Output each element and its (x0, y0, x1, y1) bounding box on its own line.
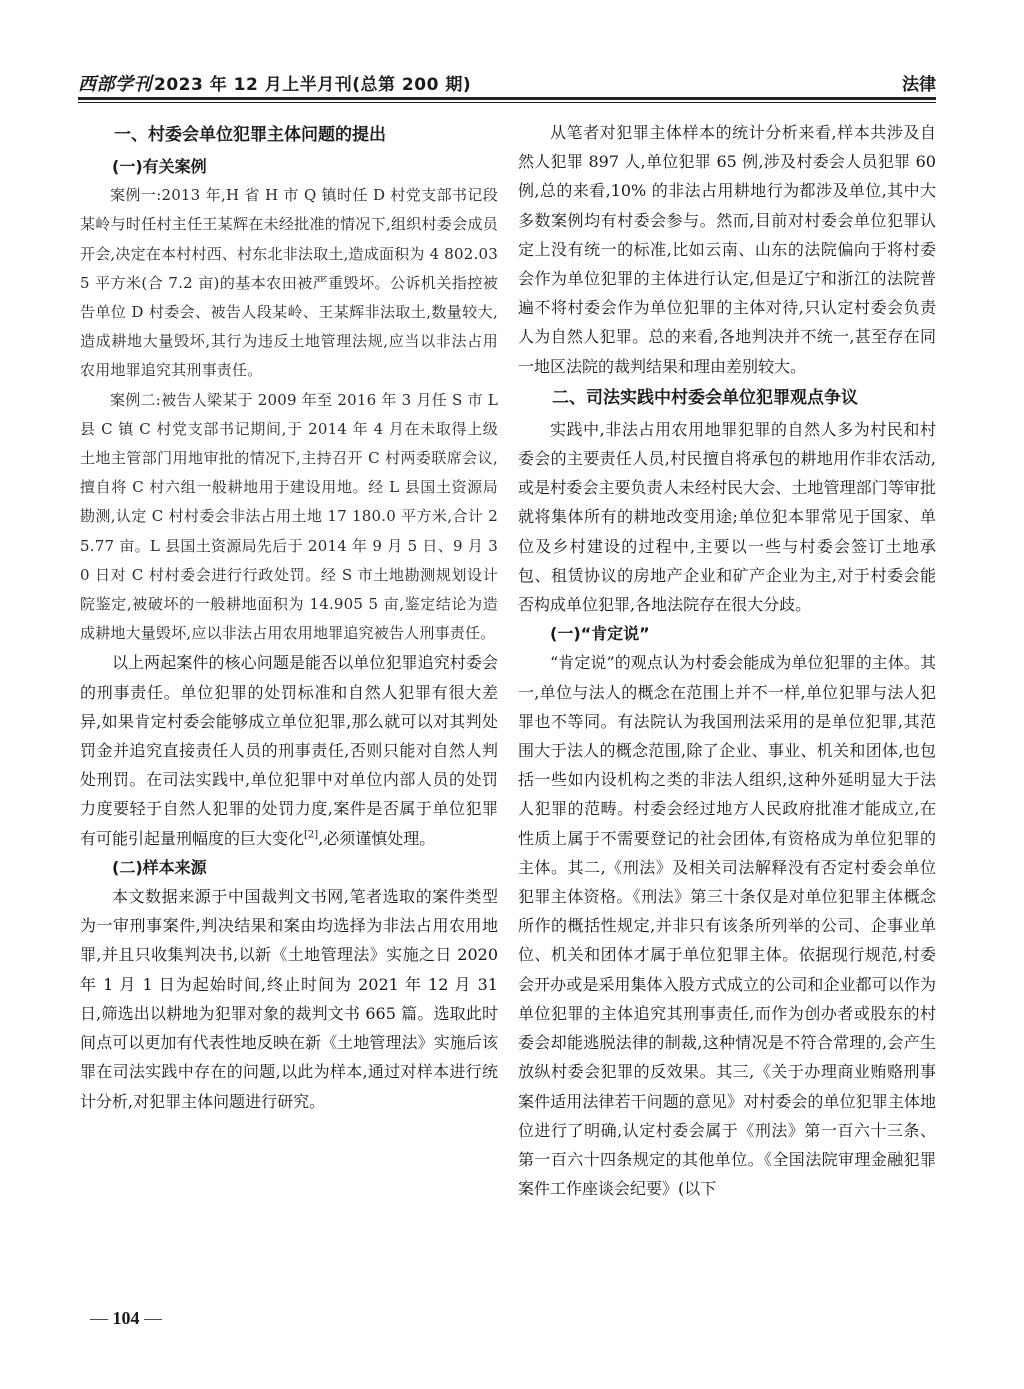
paragraph-practice: 实践中,非法占用农用地罪犯罪的自然人多为村民和村委会的主要责任人员,村民擅自将承包的耕地用作非农活动,或是村委会主要负责人未经村民大会、土地管理部门等审批就将集体所有的耕地改变用途;单位犯本罪常见于国家、单位及乡村建设的过程中,主要以一些与村委会签订土地承包、租赁协议的房地产企业和矿产企业为主,对于村委会能否构成单位犯罪,各地法院存在很大分歧。 (518, 419, 936, 615)
case-two: 案例二:被告人梁某于 2009 年至 2016 年 3 月任 S 市 L 县 C 镇 C 村党支部书记期间,于 2014 年 4 月在未取得上级土地主管部门用地审批的情况下,主持召开 C 村两委联席会议,擅自将 C 村六组一般耕地用于建设用地。经 L 县国土资源局勘测,认定 C 村村委会非法占用土地 17 180.0 平方米,合计 25.77 亩。L 县国土资源局先后于 2014 年 9 月 5 日、9 月 30 日对 C 村村委会进行行政处罚。经 S 市土地勘测规划设计院鉴定,被破坏的一般耕地面积为 14.905 5 亩,鉴定结论为造成耕地大量毁坏,应以非法占用农用地罪追究被告人刑事责任。 (80, 390, 498, 643)
page-number: 104 (112, 1308, 140, 1328)
page-footer (90, 1308, 162, 1329)
header-rule-thick (78, 97, 936, 100)
paragraph-statistics: 从笔者对犯罪主体样本的统计分析来看,样本共涉及自然人犯罪 897 人,单位犯罪 65 例,涉及村委会人员犯罪 60 例,总的来看,10% 的非法占用耕地行为都涉及单位,其中大多数案例均有村委会参与。然而,目前对村委会单位犯罪认定上没有统一的标准,比如云南、山东的法院偏向于将村委会作为单位犯罪的主体进行认定,但是辽宁和浙江的法院普遍不将村委会作为单位犯罪的主体对待,只认定村委会负责人为自然人犯罪。总的来看,各地判决并不统一,甚至存在同一地区法院的裁判结果和理由差别较大。 (518, 123, 936, 376)
case-one: 案例一:2013 年,H 省 H 市 Q 镇时任 D 村党支部书记段某岭与时任村主任王某辉在未经批准的情况下,组织村委会成员开会,决定在本村村西、村东北非法取土,造成面积为 4 802.035 平方米(合 7.2 亩)的基本农田被严重毁坏。公诉机关指控被告单位 D 村委会、被告人段某岭、王某辉非法取土,数量较大,造成耕地大量毁坏,其行为违反土地管理法规,应当以非法占用农用地罪追究其刑事责任。 (80, 186, 498, 380)
left-column (80, 118, 498, 1116)
header-rule-thin (78, 102, 936, 103)
paragraph-sample-source: 本文数据来源于中国裁判文书网,笔者选取的案件类型为一审刑事案件,判决结果和案由均选择为非法占用农用地罪,并且只收集判决书,以新《土地管理法》实施之日 2020 年 1 月 1 日为起始时间,终止时间为 2021 年 12 月 31 日,筛选出以耕地为犯罪对象的裁判文书 665 篇。选取此时间点可以更加有代表性地反映在新《土地管理法》实施后该罪在司法实践中存在的问题,以此为样本,通过对样本进行统计分析,对犯罪主体问题进行研究。 (80, 887, 498, 1111)
paragraph-core-issue (80, 648, 498, 852)
paragraph-core-issue-end: ,必须谨慎处理。 (318, 828, 436, 848)
running-header (78, 66, 936, 106)
section-heading-1: 一、村委会单位犯罪主体问题的提出 (114, 125, 386, 145)
footer-dash-right: — (144, 1308, 162, 1328)
journal-logo: 西部学刊 (78, 74, 152, 95)
section-heading-2: 二、司法实践中村委会单位犯罪观点争议 (552, 387, 858, 408)
footer-dash-left: — (90, 1308, 108, 1328)
subheading-affirmative: (一)“肯定说” (550, 624, 650, 644)
subheading-cases: (一)有关案例 (112, 157, 207, 176)
section-title: 法律 (902, 75, 936, 95)
right-column (518, 118, 936, 1203)
subheading-sample: (二)样本来源 (112, 857, 207, 877)
paragraph-affirmative-view: “肯定说”的观点认为村委会能成为单位犯罪的主体。其一,单位与法人的概念在范围上并不一样,单位犯罪与法人犯罪也不等同。有法院认为我国刑法采用的是单位犯罪,其范围大于法人的概念范围,除了企业、事业、机关和团体,也包括一些如内设机构之类的非法人组织,这种外延明显大于法人犯罪的范畴。村委会经过地方人民政府批准才能成立,在性质上属于不需要登记的社会团体,有资格成为单位犯罪的主体。其二,《刑法》及相关司法解释没有否定村委会单位犯罪主体资格。《刑法》第三十条仅是对单位犯罪主体概念所作的概括性规定,并非只有该条所列举的公司、企事业单位、机关和团体才属于单位犯罪主体。依据现行规范,村委会开办或是采用集体入股方式成立的公司和企业都可以作为单位犯罪的主体追究其刑事责任,而作为创办者或股东的村委会却能逃脱法律的制裁,这种情况是不符合常理的,会产生放纵村委会犯罪的反效果。其三,《关于办理商业贿赂刑事案件适用法律若干问题的意见》对村委会的单位犯罪主体地位进行了明确,认定村委会属于《刑法》第一百六十三条、第一百六十四条规定的其他单位。《全国法院审理金融犯罪案件工作座谈会纪要》(以下 (518, 653, 936, 1199)
issue-info: 2023 年 12 月上半月刊(总第 200 期) (154, 75, 472, 95)
journal-issue (78, 70, 471, 96)
citation-ref: [2] (304, 829, 319, 841)
paragraph-core-issue-text: 以上两起案件的核心问题是能否以单位犯罪追究村委会的刑事责任。单位犯罪的处罚标准和自然人犯罪有很大差异,如果肯定村委会能够成立单位犯罪,那么就可以对其判处罚金并追究直接责任人员的刑事责任,否则只能对自然人判处刑罚。在司法实践中,单位犯罪中对单位内部人员的处罚力度要轻于自然人犯罪的处罚力度,案件是否属于单位犯罪有可能引起量刑幅度的巨大变化 (80, 653, 498, 848)
